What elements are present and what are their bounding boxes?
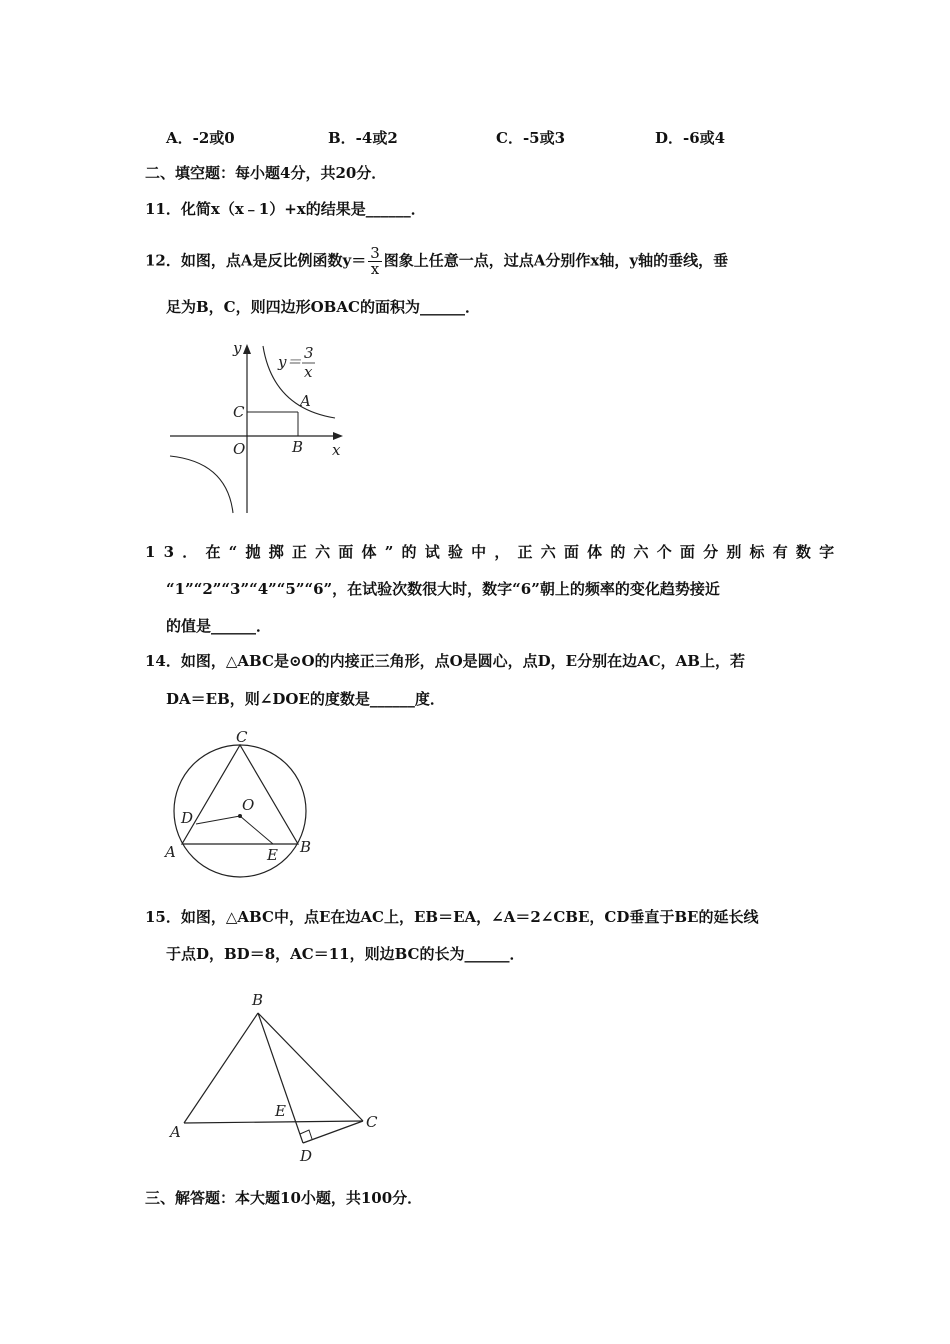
question-13-line-1: 13．在“抛掷正六面体”的试验中，正六面体的六个面分别标有数字 (145, 543, 843, 561)
label-point-c: C (233, 403, 245, 421)
label-b: B (252, 991, 264, 1009)
label-d: D (300, 1147, 313, 1165)
x-axis-arrow (333, 432, 343, 440)
q12-text-a: 12．如图，点A是反比例函数y＝ (145, 251, 367, 270)
segment-od (196, 816, 240, 824)
option-c: C．-5或3 (496, 129, 566, 147)
segment-bc (258, 1013, 363, 1121)
section-3-title: 三、解答题：本大题10小题，共100分． (145, 1189, 423, 1207)
label-a: A (170, 1123, 181, 1141)
right-angle-mark (300, 1130, 312, 1139)
question-13-line-3: 的值是______． (166, 617, 272, 635)
label-eq-lhs: y＝ (278, 353, 302, 371)
q12-frac-num: 3 (370, 244, 380, 262)
label-b: B (300, 838, 312, 856)
q12-text-b: 图象上任意一点，过点A分别作x轴，y轴的垂线，垂 (383, 251, 729, 270)
label-y-axis: y (233, 339, 242, 357)
segment-cd (303, 1121, 363, 1143)
label-c: C (236, 728, 248, 746)
hyperbola-branch-3 (170, 456, 233, 513)
option-b: B．-4或2 (328, 129, 398, 147)
label-point-a: A (300, 392, 311, 410)
question-14-line-1: 14．如图，△ABC是⊙O的内接正三角形，点O是圆心，点D，E分别在边AC，AB上，若 (145, 652, 745, 670)
option-a: A．-2或0 (166, 129, 235, 147)
section-2-title: 二、填空题：每小题4分，共20分． (145, 164, 387, 182)
q15-triangle-figure (160, 985, 390, 1170)
q12-frac-den: x (370, 260, 380, 278)
question-13-line-2: “1”“2”“3”“4”“5”“6”，在试验次数很大时，数字“6”朝上的频率的变化趋势接近 (166, 580, 720, 598)
segment-ab (184, 1013, 258, 1123)
circumcircle (174, 745, 306, 877)
label-origin: O (233, 440, 246, 458)
question-15-line-1: 15．如图，△ABC中，点E在边AC上，EB＝EA，∠A＝2∠CBE，CD垂直于BE的延长线 (145, 908, 759, 926)
question-15-line-2: 于点D，BD＝8，AC＝11，则边BC的长为______． (166, 945, 525, 963)
q12-fraction (368, 246, 382, 277)
center-point (238, 814, 242, 818)
segment-oe (240, 816, 273, 844)
question-12-line-1 (145, 246, 728, 277)
label-c: C (366, 1113, 378, 1131)
question-14-line-2: DA＝EB，则∠DOE的度数是______度． (166, 690, 445, 708)
triangle-abc (182, 745, 298, 844)
q12-hyperbola-figure (165, 338, 355, 518)
option-d: D．-6或4 (655, 129, 726, 147)
q14-circle-figure (160, 726, 320, 886)
label-e: E (275, 1102, 286, 1120)
segment-ac (184, 1121, 363, 1123)
question-11: 11．化简x（x﹣1）+x的结果是______． (145, 200, 426, 218)
label-x-axis: x (332, 441, 341, 459)
label-o: O (242, 796, 255, 814)
y-axis-arrow (243, 344, 251, 354)
label-eq-num: 3 (304, 344, 314, 362)
question-12-line-2: 足为B，C，则四边形OBAC的面积为______． (166, 298, 480, 316)
label-e: E (267, 846, 278, 864)
segment-bd (258, 1013, 303, 1143)
label-point-b: B (292, 438, 304, 456)
label-a: A (165, 843, 176, 861)
label-eq-den: x (304, 363, 313, 381)
label-d: D (181, 809, 194, 827)
